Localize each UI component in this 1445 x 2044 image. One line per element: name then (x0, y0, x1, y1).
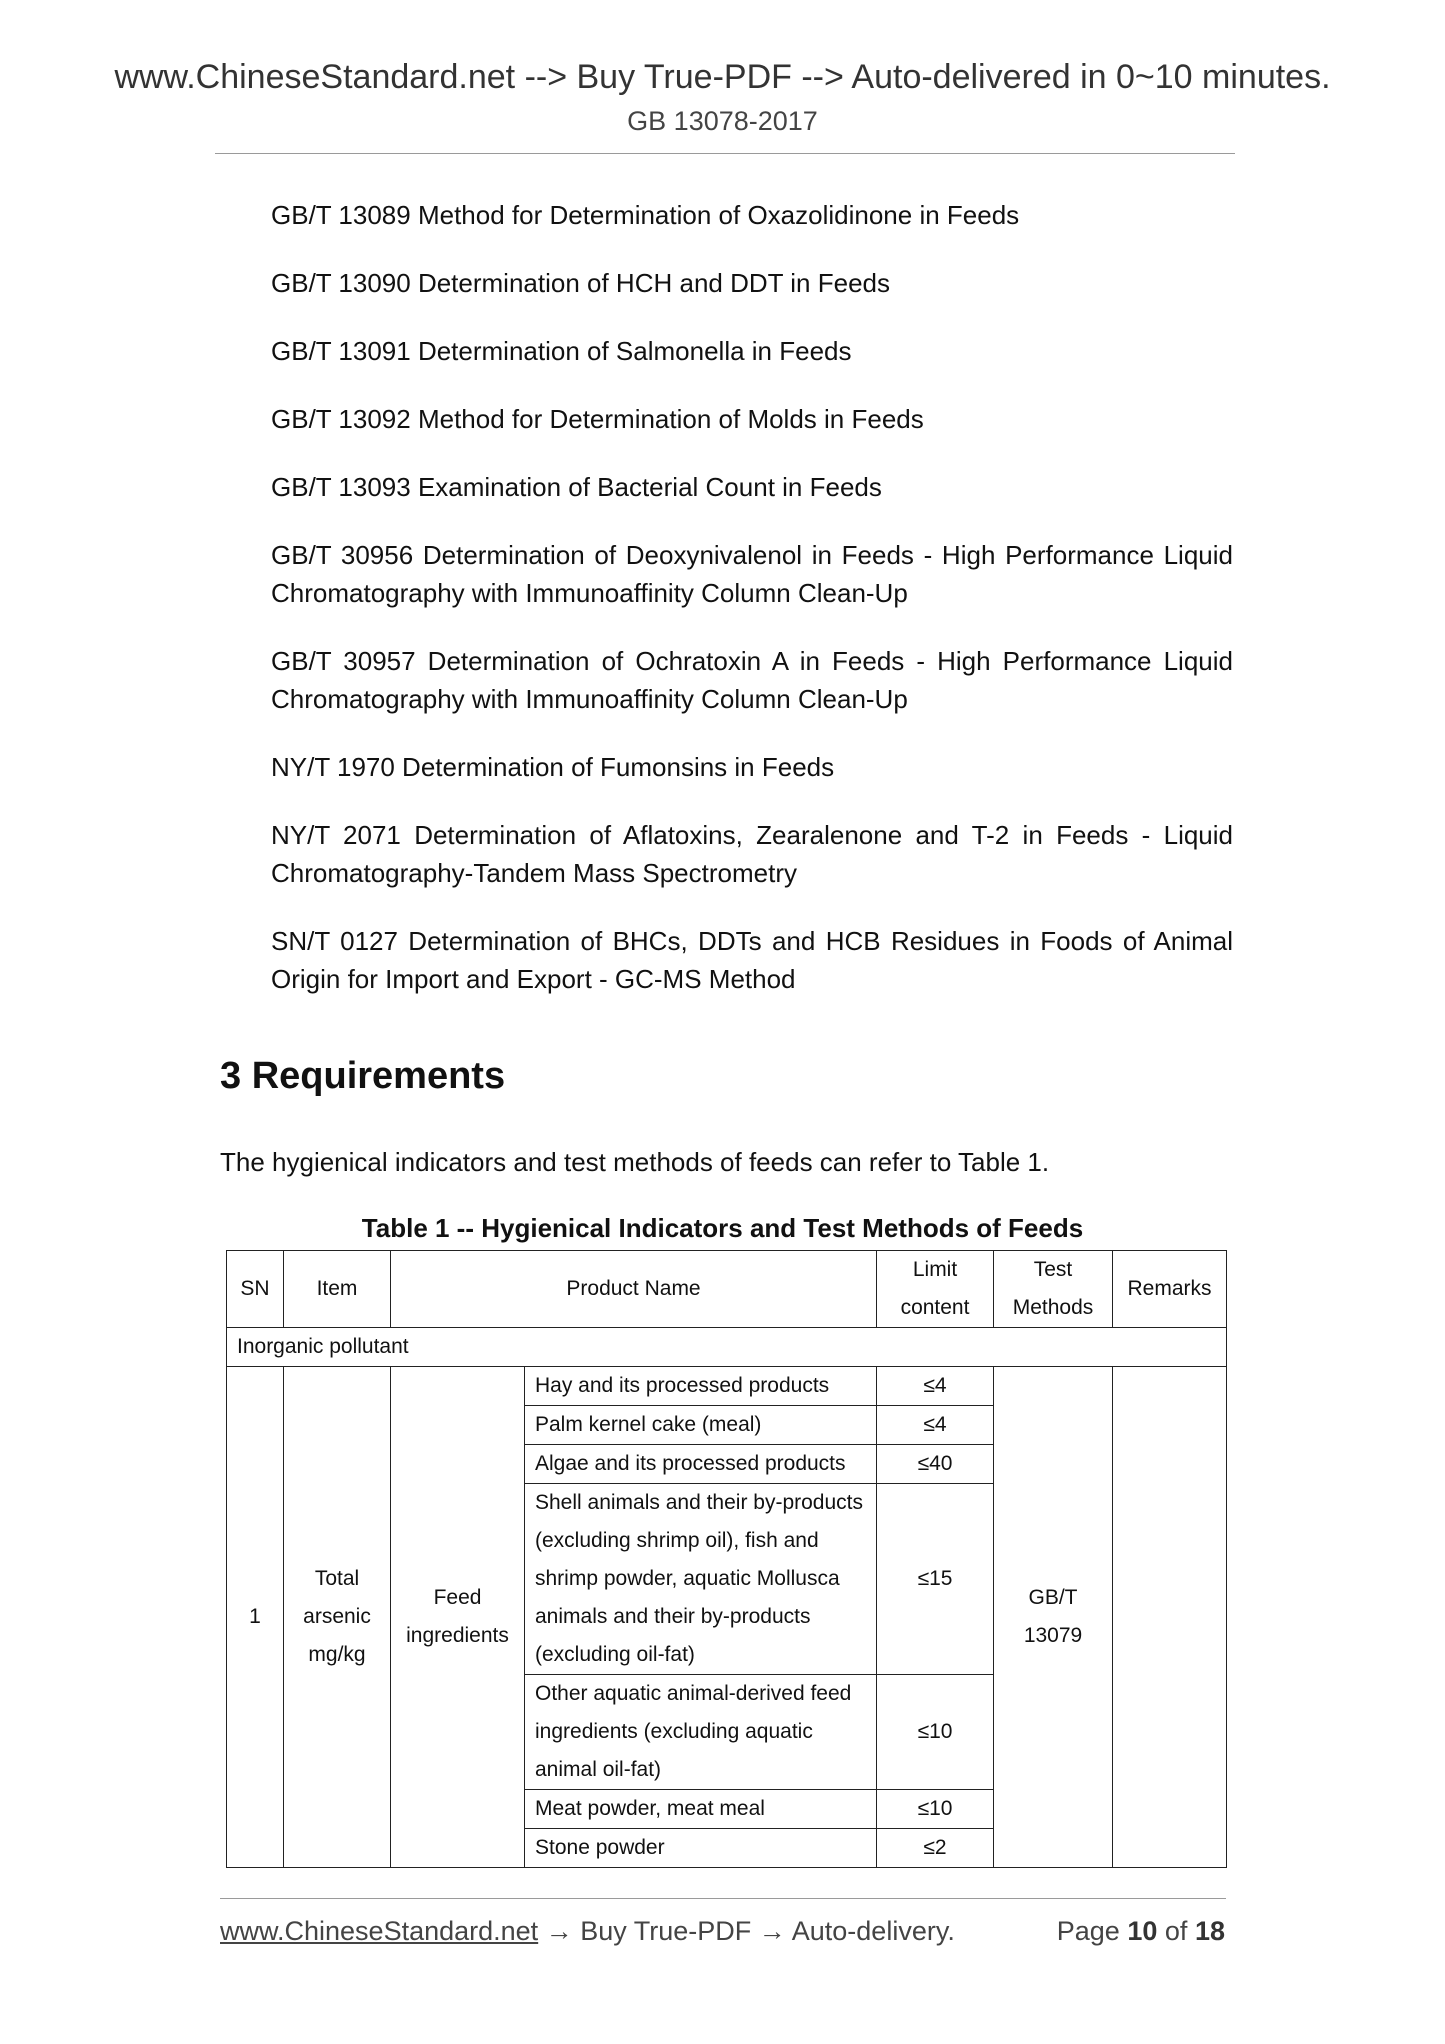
of-word: of (1164, 1916, 1188, 1946)
cell-product: Hay and its processed products (525, 1367, 877, 1406)
page-number: 10 (1127, 1916, 1158, 1946)
cell-limit: ≤4 (877, 1406, 994, 1445)
col-header-limit: Limit content (877, 1251, 994, 1328)
hygienical-indicators-table (226, 1250, 1227, 1868)
cell-product: Stone powder (525, 1829, 877, 1868)
reference-item: NY/T 2071 Determination of Aflatoxins, Zearalenone and T-2 in Feeds - Liquid Chromatography-Tandem Mass Spectrometry (271, 820, 1233, 888)
cell-method: GB/T 13079 (994, 1367, 1113, 1868)
cell-product: Algae and its processed products (525, 1445, 877, 1484)
reference-item: NY/T 1970 Determination of Fumonsins in Feeds (271, 752, 835, 782)
cell-remarks (1113, 1367, 1227, 1868)
reference-item: GB/T 13089 Method for Determination of Oxazolidinone in Feeds (271, 200, 1020, 230)
cell-limit: ≤40 (877, 1445, 994, 1484)
page-total: 18 (1194, 1916, 1225, 1946)
col-header-sn: SN (227, 1251, 284, 1328)
cell-limit: ≤2 (877, 1829, 994, 1868)
table-caption: Table 1 -- Hygienical Indicators and Test Methods of Feeds (361, 1213, 1084, 1243)
reference-item: GB/T 13091 Determination of Salmonella in Feeds (271, 336, 852, 366)
cell-sn: 1 (227, 1367, 284, 1868)
section-intro: The hygienical indicators and test methods of feeds can refer to Table 1. (220, 1147, 1050, 1177)
reference-item: GB/T 30957 Determination of Ochratoxin A in Feeds - High Performance Liquid Chromatography with Immunoaffinity Column Clean-Up (271, 646, 1233, 714)
reference-item: SN/T 0127 Determination of BHCs, DDTs and HCB Residues in Foods of Animal Origin for Import and Export - GC-MS Method (271, 926, 1233, 994)
cell-product: Palm kernel cake (meal) (525, 1406, 877, 1445)
header-divider (215, 153, 1235, 154)
cell-product: Shell animals and their by-products (excluding shrimp oil), fish and shrimp powder, aquatic Mollusca animals and their by-products (excluding oil-fat) (525, 1484, 877, 1675)
section-title: 3 Requirements (220, 1055, 506, 1097)
table-group-row (227, 1328, 1227, 1367)
page-word: Page (1056, 1916, 1120, 1946)
header-banner: www.ChineseStandard.net --> Buy True-PDF --> Auto-delivered in 0~10 minutes. (114, 58, 1331, 96)
footer-site-link[interactable]: www.ChineseStandard.net (220, 1916, 539, 1946)
cell-limit: ≤10 (877, 1675, 994, 1790)
cell-limit: ≤15 (877, 1484, 994, 1675)
table-header-row (227, 1251, 1227, 1328)
footer-tagline: → Buy True-PDF → Auto-delivery. (545, 1916, 955, 1946)
footer-promo (220, 1916, 955, 1947)
reference-list (271, 196, 1233, 1028)
reference-item: GB/T 13092 Method for Determination of Molds in Feeds (271, 404, 924, 434)
table-row (227, 1367, 1227, 1406)
col-header-item: Item (284, 1251, 391, 1328)
cell-limit: ≤10 (877, 1790, 994, 1829)
cell-product: Other aquatic animal-derived feed ingredients (excluding aquatic animal oil-fat) (525, 1675, 877, 1790)
col-header-product: Product Name (391, 1251, 877, 1328)
col-header-remarks: Remarks (1113, 1251, 1227, 1328)
reference-item: GB/T 13090 Determination of HCH and DDT in Feeds (271, 268, 890, 298)
page-indicator (1057, 1916, 1225, 1947)
header-doc-id: GB 13078-2017 (627, 106, 818, 136)
col-header-method: Test Methods (994, 1251, 1113, 1328)
reference-item: GB/T 30956 Determination of Deoxynivalenol in Feeds - High Performance Liquid Chromatography with Immunoaffinity Column Clean-Up (271, 540, 1233, 608)
footer-divider (220, 1898, 1226, 1899)
group-label: Inorganic pollutant (227, 1328, 1227, 1367)
cell-item: Total arsenic mg/kg (284, 1367, 391, 1868)
reference-item: GB/T 13093 Examination of Bacterial Count in Feeds (271, 472, 882, 502)
cell-limit: ≤4 (877, 1367, 994, 1406)
cell-category: Feed ingredients (391, 1367, 525, 1868)
cell-product: Meat powder, meat meal (525, 1790, 877, 1829)
